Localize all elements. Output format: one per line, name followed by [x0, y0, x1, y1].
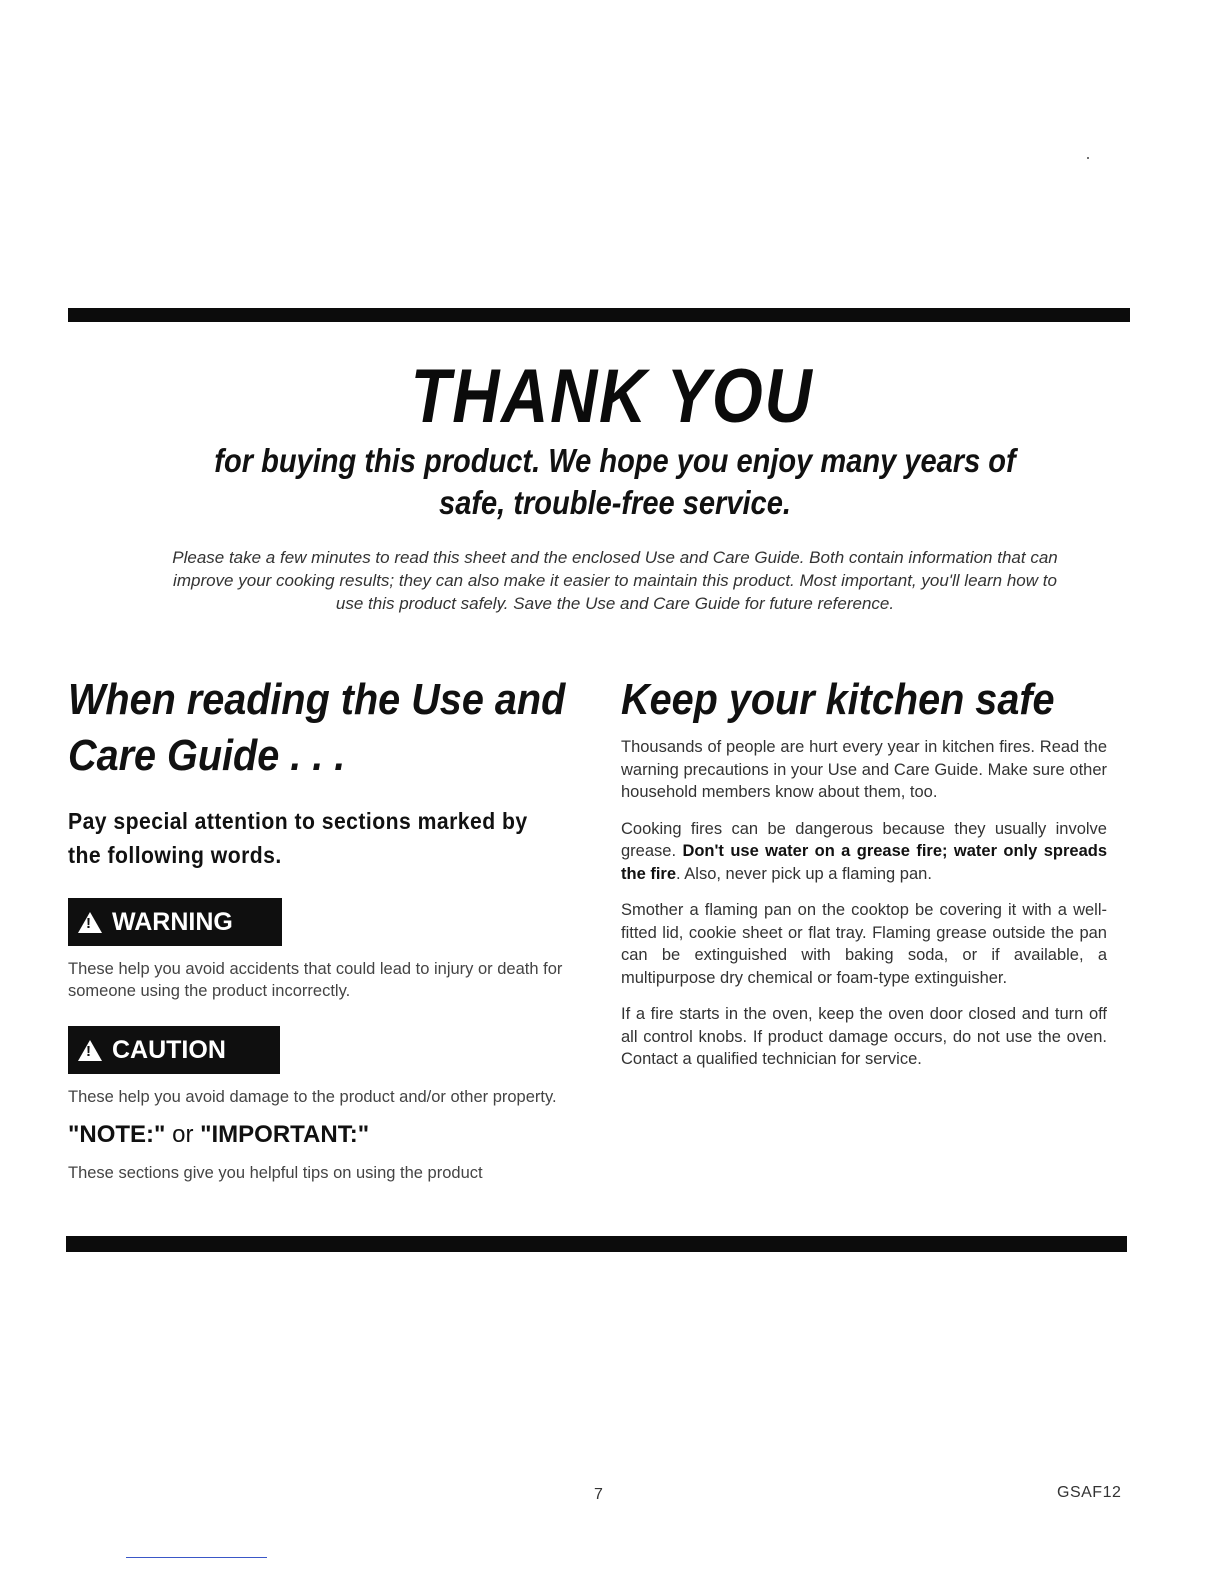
- note-description: These sections give you helpful tips on using the product: [68, 1164, 483, 1182]
- intro-paragraph: Please take a few minutes to read this sheet and the enclosed Use and Care Guide. Both contain information that can improve your cooking results; they can also make it easier to maintain this product. Most important, you'll learn how to use this product safely. Save the Use and Care Guide for future reference.: [172, 548, 1058, 613]
- note-or: or: [165, 1121, 201, 1148]
- p2-end: . Also, never pick up a flaming pan.: [676, 864, 932, 883]
- bottom-rule: [66, 1236, 1127, 1252]
- left-heading-line-1: When reading the Use and: [68, 675, 566, 724]
- caution-badge: [68, 1026, 280, 1074]
- caution-triangle-icon: [78, 1040, 102, 1061]
- safety-paragraph-2: [621, 818, 1107, 886]
- caution-label: CAUTION: [112, 1035, 226, 1064]
- left-heading: [68, 672, 566, 784]
- left-heading-line-2: Care Guide . . .: [68, 731, 346, 780]
- safety-paragraph-1: Thousands of people are hurt every year in kitchen fires. Read the warning precautions in your Use and Care Guide. Make sure other household members know about them, too.: [621, 738, 1107, 801]
- safety-paragraph-4: If a fire starts in the oven, keep the oven door closed and turn off all control knobs. If product damage occurs, do not use the oven. Contact a qualified technician for service.: [621, 1005, 1107, 1068]
- p2-start: Cooking fires can be dangerous because they usually involve grease.: [621, 819, 1107, 860]
- left-subheading: Pay special attention to sections marked by the following words.: [68, 808, 528, 868]
- p2-bold: Don't use water on a grease fire; water only spreads the fire: [621, 842, 1107, 883]
- caution-description: These help you avoid damage to the product and/or other property.: [68, 1088, 557, 1106]
- warning-badge: [68, 898, 282, 946]
- warning-triangle-icon: [78, 912, 102, 933]
- right-column: [621, 672, 1107, 1071]
- subtitle-line-2: safe, trouble-free service.: [439, 484, 791, 521]
- important-label: "IMPORTANT:": [200, 1121, 370, 1148]
- warning-description: These help you avoid accidents that could lead to injury or death for someone using the product incorrectly.: [68, 960, 563, 1000]
- page-subtitle: [206, 440, 1024, 524]
- scan-mark-line: [126, 1557, 267, 1558]
- left-column: [68, 672, 583, 1184]
- note-label: "NOTE:": [68, 1121, 166, 1148]
- subtitle-line-1: for buying this product. We hope you enjoy many years of: [214, 442, 1016, 479]
- page-title: THANK YOU: [410, 354, 814, 439]
- warning-label: WARNING: [112, 907, 233, 936]
- scan-speck: [1087, 157, 1089, 159]
- document-code: GSAF12: [1057, 1484, 1122, 1501]
- right-heading: Keep your kitchen safe: [621, 675, 1055, 724]
- page-number: 7: [594, 1486, 603, 1503]
- top-rule: [68, 308, 1130, 322]
- note-heading: [68, 1120, 583, 1150]
- safety-paragraph-3: Smother a flaming pan on the cooktop be covering it with a well-fitted lid, cookie sheet or flat tray. Flaming grease outside the pan can be extinguished with baking soda, or if available, a multipurpose dry chemical or foam-type extinguisher.: [621, 901, 1107, 987]
